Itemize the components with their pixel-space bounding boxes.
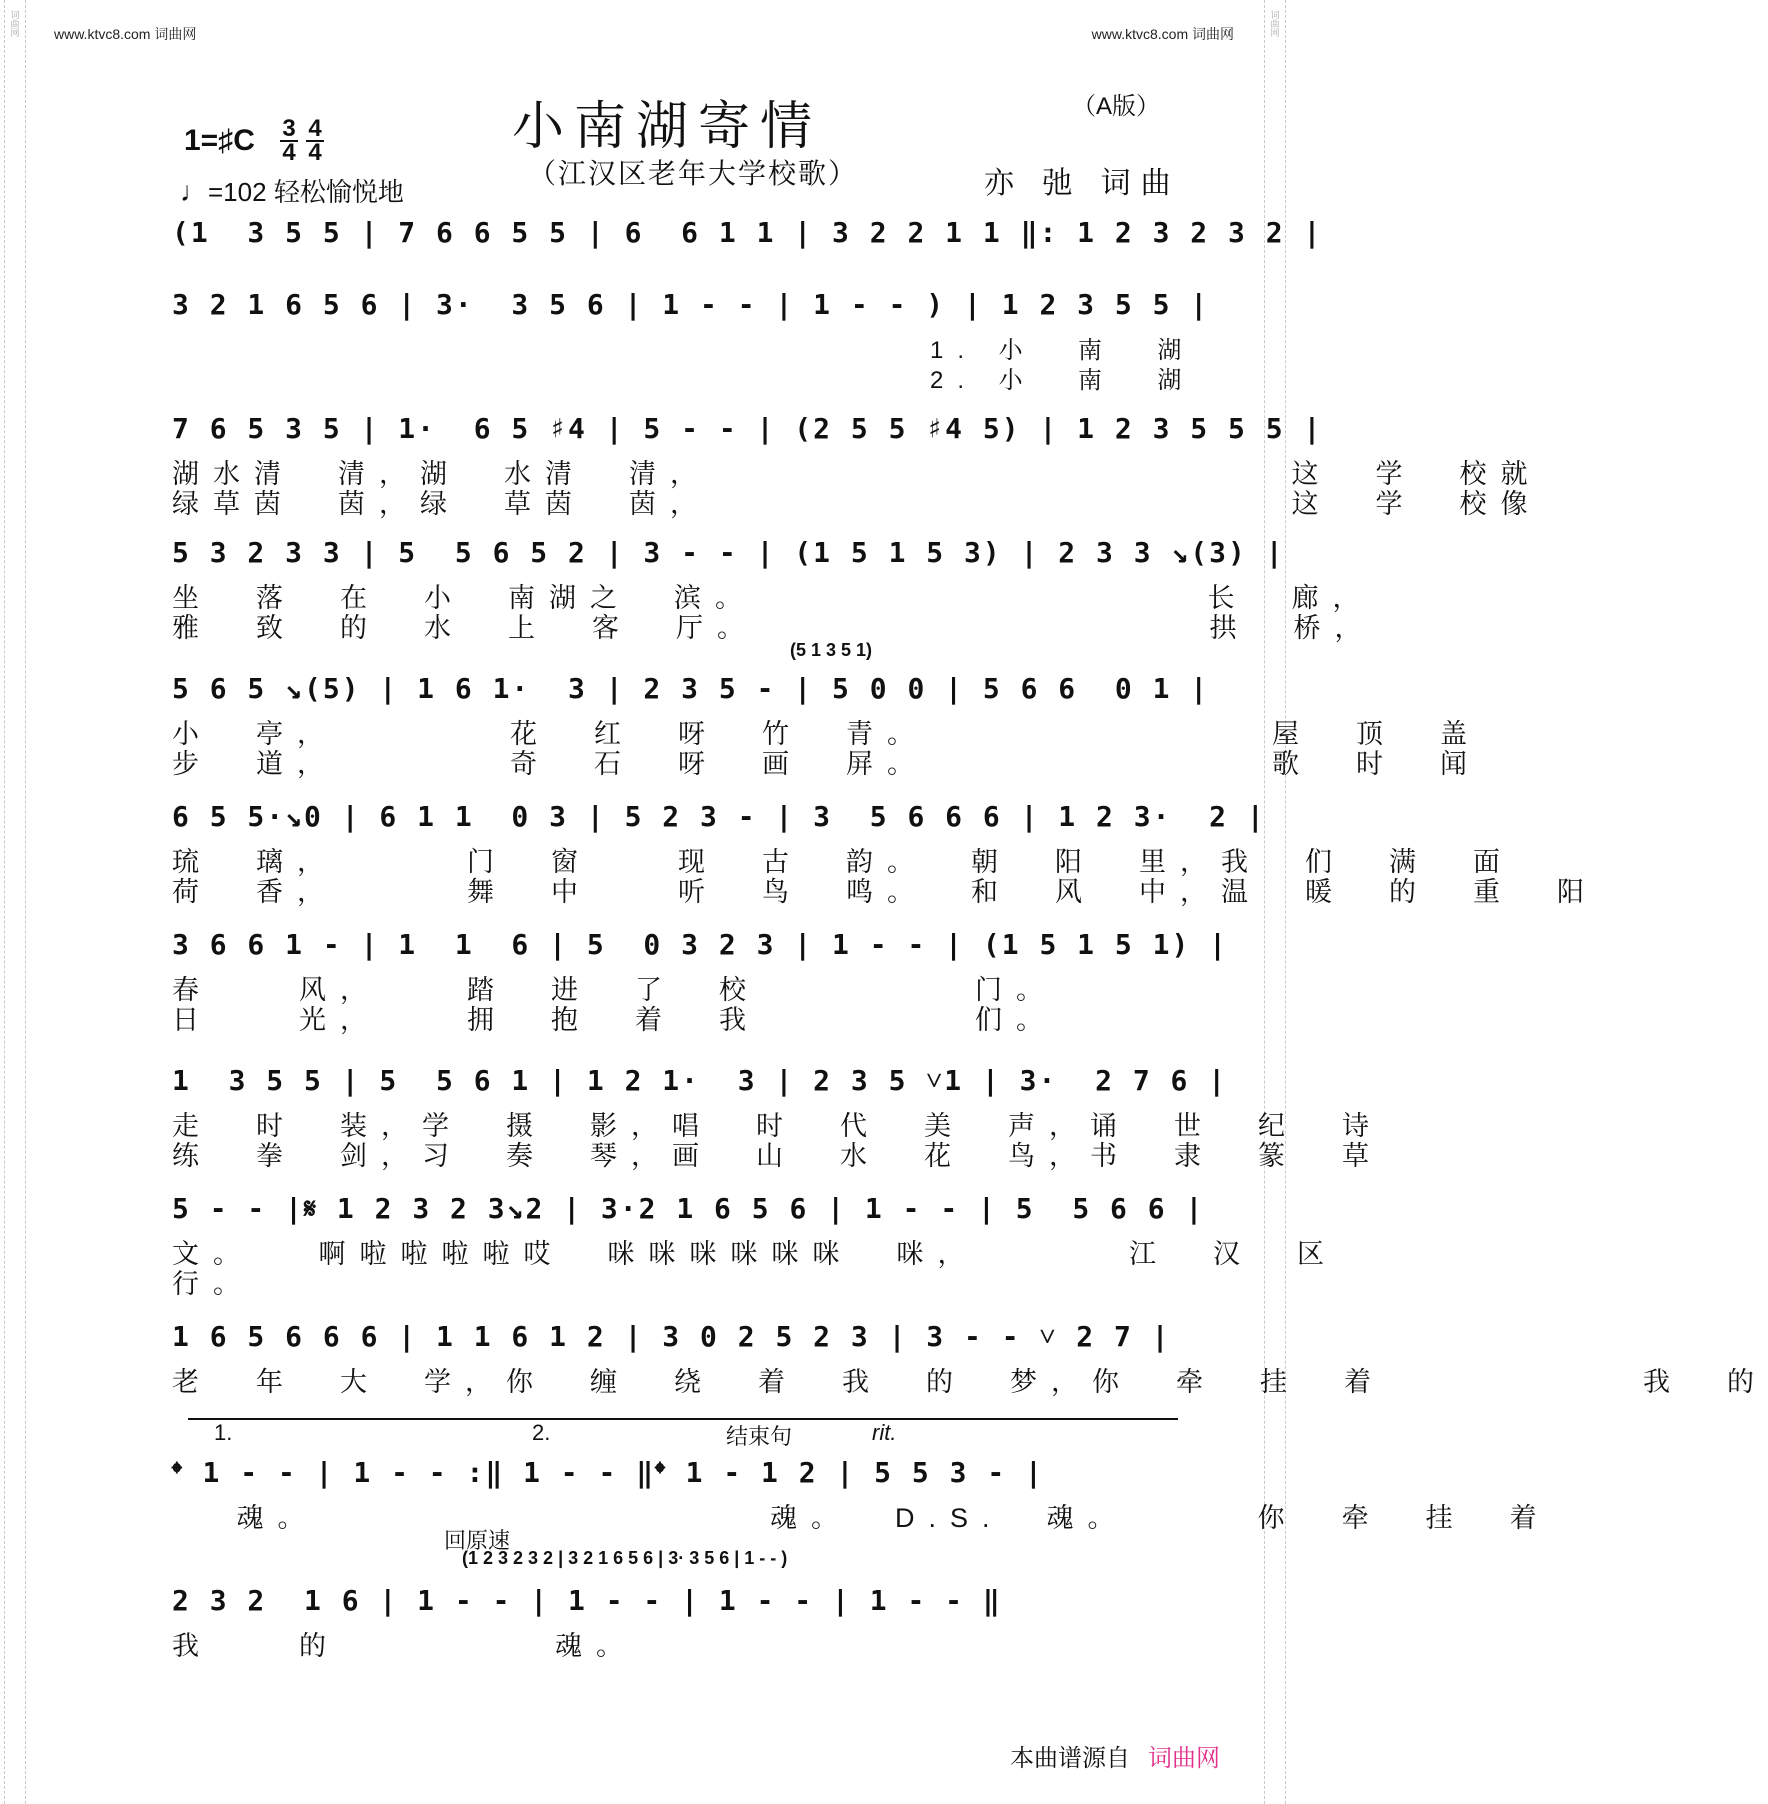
lyric-line: 2. 小 南 湖 — [930, 367, 1196, 394]
score-line-3 — [172, 412, 1323, 452]
notes: 5 3 2 3 3 | 5 5 6 5 2 | 3 - - | (1 5 1 5 3) | 2 3 3 ↘(3) | — [172, 536, 1285, 569]
lyric-line: 坐 落 在 小 南湖之 滨。 长 廊， — [172, 583, 1374, 613]
lyric-line: 琉 璃， 门 窗 现 古 韵。 朝 阳 里，我 们 满 面 — [172, 847, 1515, 877]
score-line-5 — [172, 672, 1210, 712]
meter-b-bottom: 4 — [308, 139, 322, 166]
lyric-line: 文。 啊啦啦啦啦哎 咪咪咪咪咪咪 咪， 江 汉 区 — [172, 1239, 1339, 1269]
lyric-line: 走 时 装，学 摄 影，唱 时 代 美 声，诵 世 纪 诗 — [172, 1111, 1384, 1141]
score-line-8 — [172, 1064, 1228, 1104]
meter-a-bottom: 4 — [282, 139, 296, 166]
composer-credit: 亦 弛 词曲 — [984, 167, 1181, 200]
notes: 1 3 5 5 | 5 5 6 1 | 1 2 1· 3 | 2 3 5 ˅1 | 3· 2 7 6 | — [172, 1064, 1228, 1097]
bracket-notes: (1 2 3 2 3 2 | 3 2 1 6 5 6 | 3· 3 5 6 | 1 - - ) — [462, 1548, 788, 1568]
side-text: 词曲网 — [1269, 10, 1280, 37]
score-line-9 — [172, 1192, 1205, 1232]
volta-2: 2. — [532, 1420, 551, 1445]
lyric-line: 1. 小 南 湖 — [930, 337, 1196, 364]
site-url-right[interactable]: www.ktvc8.com 词曲网 — [1091, 26, 1234, 42]
source-footer — [1010, 1738, 1220, 1773]
lyric-line: 雅 致 的 水 上 客 厅。 拱 桥， — [172, 613, 1376, 643]
lyric-line: 绿草茵 茵，绿 草茵 茵， 这 学 校像 — [172, 489, 1542, 519]
meter-b-top: 4 — [308, 115, 322, 142]
volta-1: 1. — [214, 1420, 233, 1445]
notes: 3 2 1 6 5 6 | 3· 3 5 6 | 1 - - | 1 - - ) | 1 2 3 5 5 | — [172, 288, 1210, 321]
footer-brand-link[interactable]: 词曲网 — [1148, 1745, 1220, 1772]
rit-label: rit. — [872, 1420, 897, 1445]
lyric-line: 练 拳 剑，习 奏 琴，画 山 水 花 鸟，书 隶 篆 草 — [172, 1141, 1384, 1171]
notes: 6 5 5·↘0 | 6 1 1 0 3 | 5 2 3 - | 3 5 6 6 6 | 1 2 3· 2 | — [172, 800, 1266, 833]
score-line-11 — [172, 1456, 1182, 1496]
time-signature — [280, 115, 340, 170]
ending-label: 结束句 — [726, 1424, 793, 1449]
song-subtitle: （江汉区老年大学校歌） — [528, 158, 859, 189]
site-url-left[interactable]: www.ktvc8.com 词曲网 — [54, 26, 197, 42]
lyric-line: 步 道， 奇 石 呀 画 屏。 歌 时 闻 — [172, 749, 1482, 779]
tempo-text: 轻松愉悦地 — [273, 177, 404, 207]
lyric-line: 行。 — [172, 1269, 254, 1299]
bracket-notes: (5 1 3 5 1) — [790, 640, 873, 660]
notes: 5 6 5 ↘(5) | 1 6 1· 3 | 2 3 5 - | 5 0 0 | 5 6 6 0 1 | — [172, 672, 1210, 705]
notes: 3 6 6 1 - | 1 1 6 | 5 0 3 2 3 | 1 - - | (1 5 1 5 1) | — [172, 928, 1229, 961]
score-line-7 — [172, 928, 1229, 968]
footer-text: 本曲谱源自 — [1010, 1745, 1130, 1772]
tempo-marking — [180, 172, 404, 209]
score-line-10 — [172, 1320, 1182, 1360]
lyric-line: 老 年 大 学，你 缠 绕 着 我 的 梦，你 牵 挂 着 我 的 — [172, 1367, 1768, 1397]
lyric-line: 小 亭， 花 红 呀 竹 青。 屋 顶 盖 — [172, 719, 1482, 749]
lyric-line: 魂。 魂。 D.S. 魂。 你 牵 挂 着 — [172, 1503, 1551, 1533]
score-line-4 — [172, 536, 1285, 576]
quarter-note-icon: ♩ — [180, 176, 208, 207]
score-line-12 — [172, 1584, 1182, 1624]
song-title: 小南湖寄情 — [512, 97, 823, 157]
key-signature: 1=♯C — [184, 124, 255, 157]
lyric-line: 春 风， 踏 进 了 校 门。 — [172, 975, 1058, 1005]
lyric-line: 日 光， 拥 抱 着 我 们。 — [172, 1005, 1058, 1035]
lyric-line: 荷 香， 舞 中 听 鸟 鸣。 和 风 中，温 暖 的 重 阳 — [172, 877, 1599, 907]
notes: 𝄌 1 - - | 1 - - :‖ 1 - - ‖𝄌 1 - 1 2 | 5 5 3 - | — [172, 1456, 1044, 1489]
meter-a-top: 3 — [282, 115, 296, 142]
notes: 1 6 5 6 6 6 | 1 1 6 1 2 | 3 0 2 5 2 3 | 3 - - ˅ 2 7 | — [172, 1320, 1171, 1353]
tempo-value: =102 — [208, 177, 267, 207]
notes: (1 3 5 5 | 7 6 6 5 5 | 6 6 1 1 | 3 2 2 1 1 ‖: 1 2 3 2 3 2 | — [172, 216, 1323, 249]
score-line-6 — [172, 800, 1266, 840]
left-margin-strip — [4, 0, 26, 1804]
lyric-line: 我 的 魂。 — [172, 1631, 638, 1661]
volta-bracket-line — [188, 1418, 1178, 1420]
notes: 2 3 2 1 6 | 1 - - | 1 - - | 1 - - | 1 - - ‖ — [172, 1584, 1002, 1617]
tempo-return-label: 回原速 — [444, 1528, 511, 1553]
notes: 5 - - |𝄋 1 2 3 2 3↘2 | 3·2 1 6 5 6 | 1 - - | 5 5 6 6 | — [172, 1192, 1205, 1225]
lyric-line: 湖水清 清，湖 水清 清， 这 学 校就 — [172, 459, 1542, 489]
notes: 7 6 5 3 5 | 1· 6 5 ♯4 | 5 - - | (2 5 5 ♯4 5) | 1 2 3 5 5 5 | — [172, 412, 1323, 445]
version-label: （A版） — [1072, 93, 1161, 120]
score-line-2 — [172, 288, 1210, 328]
score-line-1 — [172, 216, 1323, 256]
side-text: 词曲网 — [9, 10, 20, 37]
